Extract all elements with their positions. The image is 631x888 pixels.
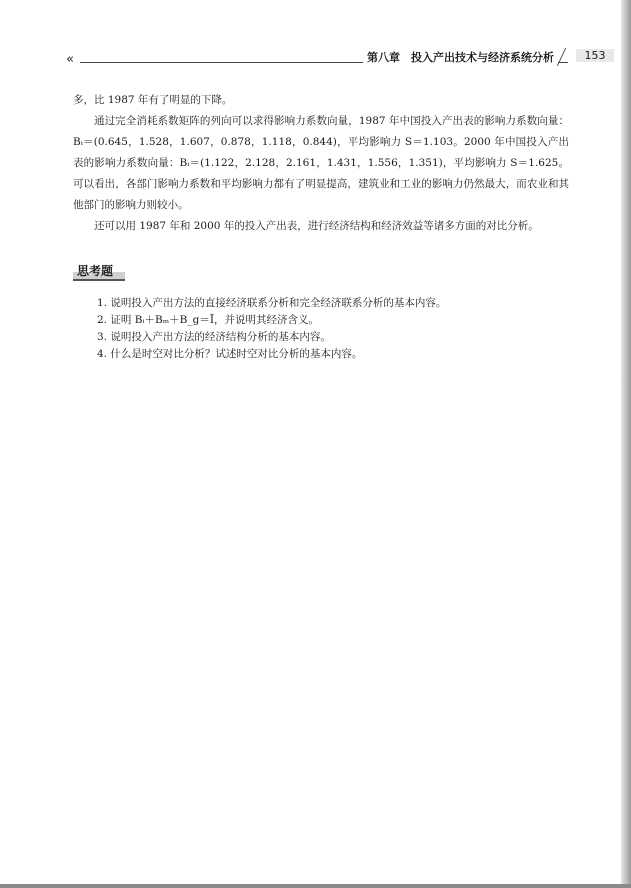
paragraph-influence-coefficient: 通过完全消耗系数矩阵的列向可以求得影响力系数向量，1987 年中国投入产出表的影响力系数向量：Bᵢ＝(0.645，1.528，1.607，0.878，1.118，0.844)，平均影响力 S＝1.103。2000 年中国投入产出表的影响力系数向量：Bᵢ＝(1.122，2.128，2.161，1.431，1.556，1.351)，平均影响力 S＝1.625。可以看出，各部门影响力系数和平均影响力都有了明显提高，建筑业和工业的影响力仍然最大，而农业和其他部门的影响力则较小。 [73,115,569,211]
question-item: 1. 说明投入产出方法的直接经济联系分析和完全经济联系分析的基本内容。 [97,297,447,309]
paragraph-comparison: 还可以用 1987 年和 2000 年的投入产出表，进行经济结构和经济效益等诸多方面的对比分析。 [94,220,539,232]
question-list [97,295,557,363]
page-bottom-edge [0,884,631,888]
chapter-title: 第八章 投入产出技术与经济系统分析 [363,49,558,65]
section-heading [73,260,125,280]
header-slash-divider [557,48,578,66]
question-item: 3. 说明投入产出方法的经济结构分析的基本内容。 [97,331,331,343]
section-title: 思考题 [73,262,125,281]
chevron-left-icon: « [66,52,71,67]
running-header [66,48,614,68]
page-edge-shadow [621,0,631,888]
body-text [73,90,569,237]
question-item: 4. 什么是时空对比分析？试述时空对比分析的基本内容。 [97,348,363,360]
paragraph-continuation: 多，比 1987 年有了明显的下降。 [73,94,233,106]
page-number: 153 [576,49,614,62]
question-item: 2. 证明 Bᵢ＋Bₘ＋B_g＝Ī，并说明其经济含义。 [97,314,320,326]
